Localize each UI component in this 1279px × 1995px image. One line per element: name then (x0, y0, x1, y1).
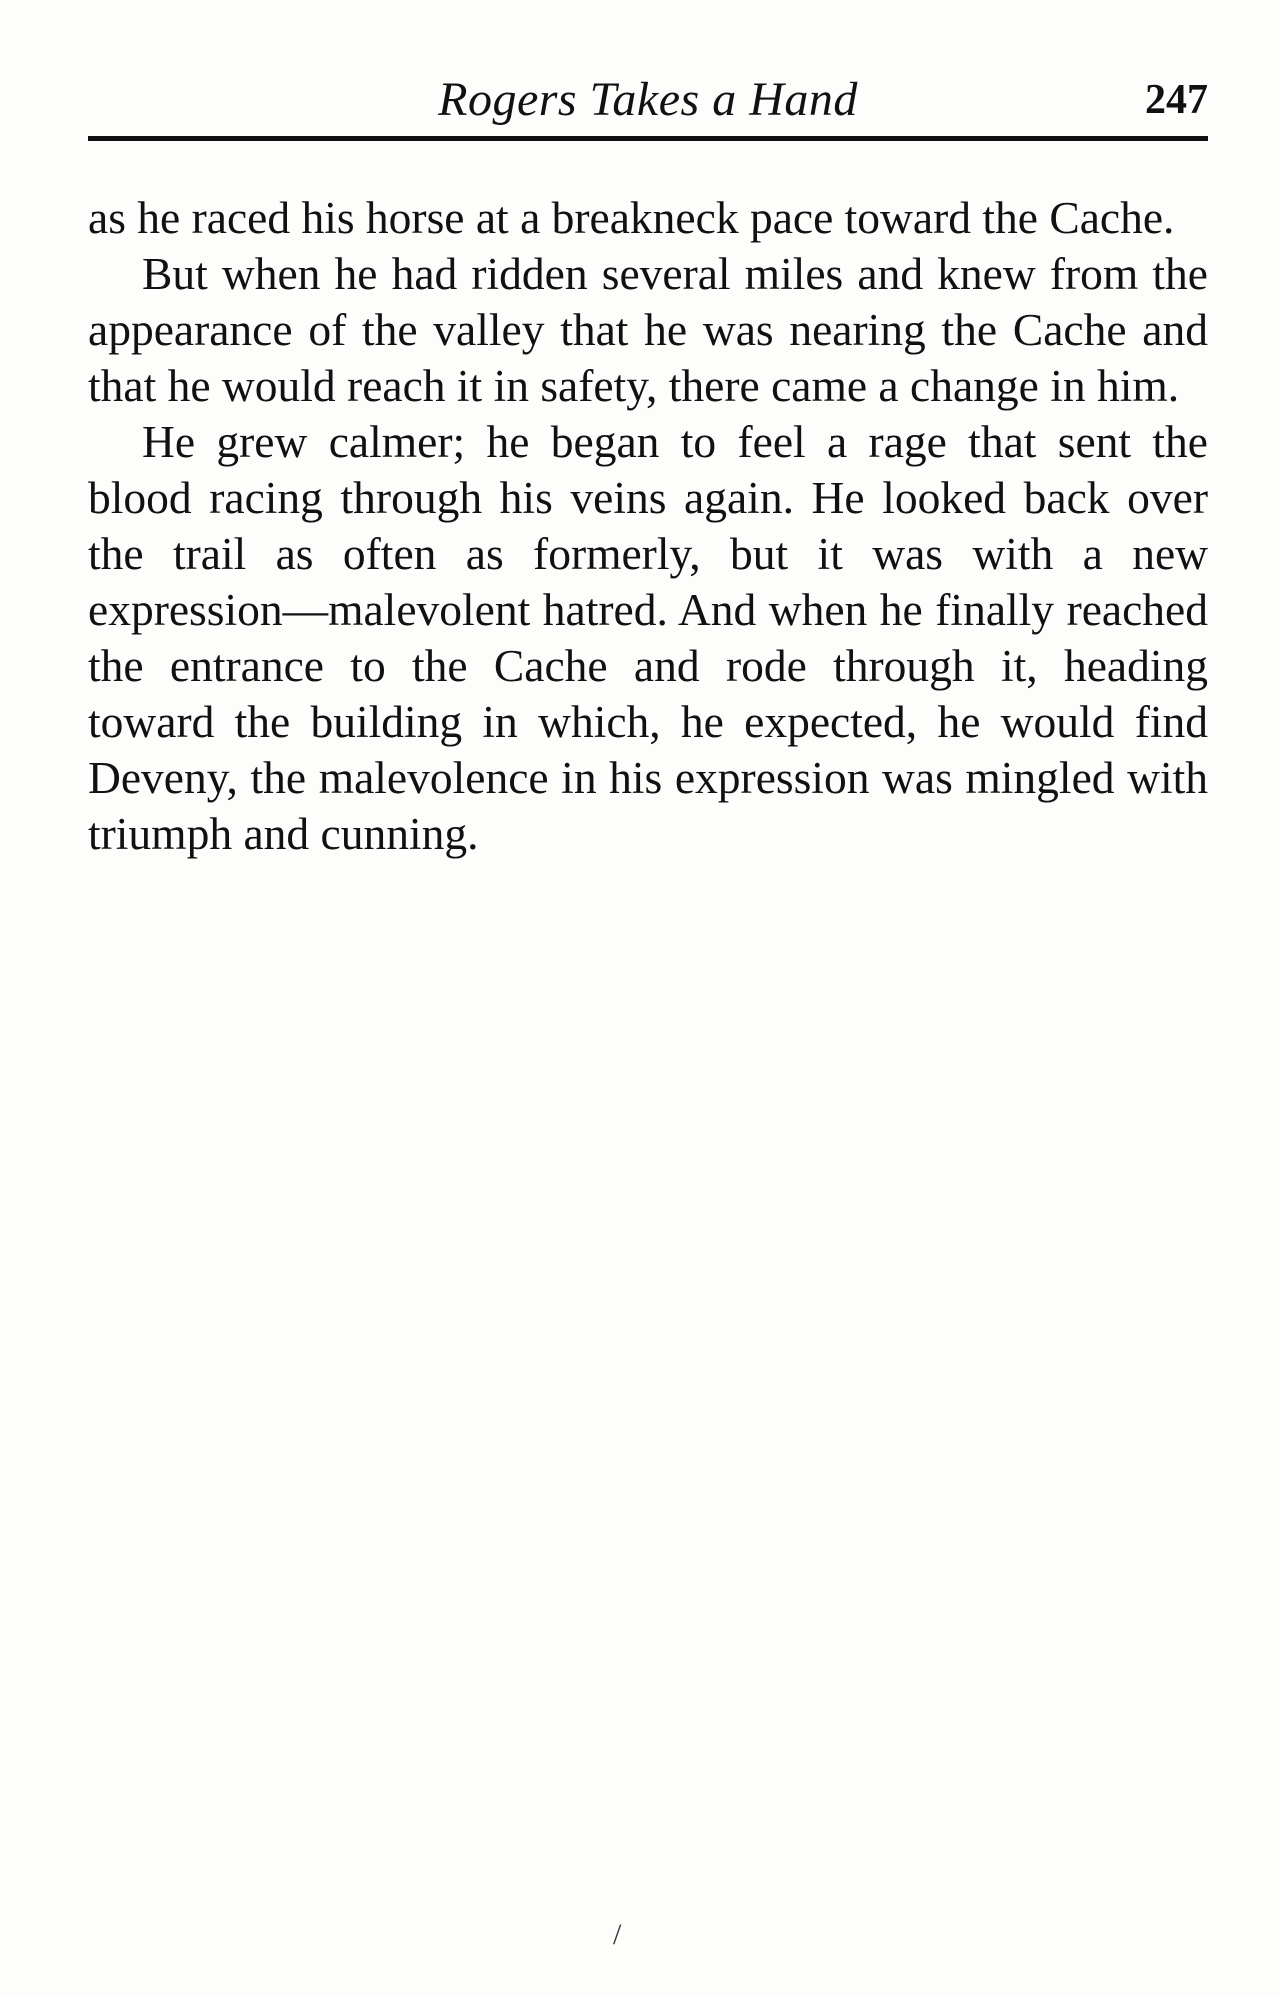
running-title: Rogers Takes a Hand (438, 73, 858, 126)
page-number: 247 (1145, 77, 1208, 123)
paragraph-continued: as he raced his horse at a breakneck pace toward the Cache. (88, 192, 1175, 243)
header-rule (88, 136, 1208, 141)
footer-mark: / (613, 1918, 622, 1951)
body-text (88, 190, 1208, 862)
paragraph: He grew calmer; he began to feel a rage that sent the blood racing through his veins again. He looked back over the trail as often as formerly, but it was with a new expression—malevolent hatred. And when he finally reached the entrance to the Cache and rode through it, heading toward the building in which, he expected, he would find Deveny, the malevolence in his expression was mingled with triumph and cunning. (88, 416, 1208, 859)
paragraph: But when he had ridden several miles and knew from the appearance of the valley that he was nearing the Cache and that he would reach it in safety, there came a change in him. (88, 248, 1208, 411)
running-head (88, 70, 1208, 132)
